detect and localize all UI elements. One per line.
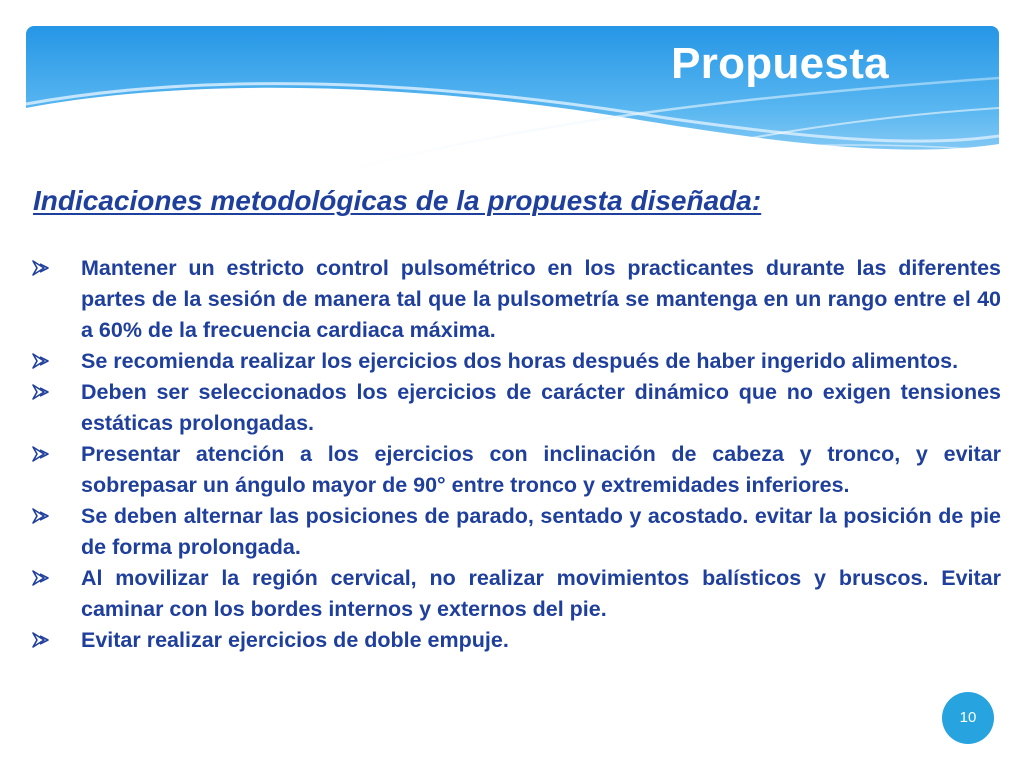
- slide-title: Propuesta: [671, 39, 889, 88]
- list-item: [30, 439, 1001, 501]
- arrow-bullet-icon: [30, 258, 52, 278]
- arrow-bullet-icon: [30, 351, 52, 371]
- bullet-text: Se deben alternar las posiciones de parado, sentado y acostado. evitar la posición de pie de forma prolongada.: [81, 504, 1001, 559]
- bullet-text: Evitar realizar ejercicios de doble empuje.: [81, 628, 509, 652]
- section-heading: Indicaciones metodológicas de la propuesta diseñada:: [33, 185, 762, 216]
- arrow-bullet-icon: [30, 382, 52, 402]
- bullet-text: Mantener un estricto control pulsométrico en los practicantes durante las diferentes partes de la sesión de manera tal que la pulsometría se mantenga en un rango entre el 40 a 60% de la frecuencia cardiaca máxima.: [81, 256, 1001, 342]
- list-item: [30, 625, 1001, 656]
- arrow-bullet-icon: [30, 444, 52, 464]
- bullet-list: [30, 253, 1001, 656]
- arrow-bullet-icon: [30, 568, 52, 588]
- page-number-badge: 10: [942, 692, 994, 744]
- arrow-bullet-icon: [30, 630, 52, 650]
- list-item: [30, 377, 1001, 439]
- list-item: [30, 501, 1001, 563]
- bullet-text: Presentar atención a los ejercicios con inclinación de cabeza y tronco, y evitar sobrepasar un ángulo mayor de 90° entre tronco y extremidades inferiores.: [81, 442, 1001, 497]
- bullet-text: Deben ser seleccionados los ejercicios de carácter dinámico que no exigen tensiones estáticas prolongadas.: [81, 380, 1001, 435]
- arrow-bullet-icon: [30, 506, 52, 526]
- bullet-text: Al movilizar la región cervical, no realizar movimientos balísticos y bruscos. Evitar caminar con los bordes internos y externos del pie.: [81, 566, 1001, 621]
- list-item: [30, 253, 1001, 346]
- list-item: [30, 563, 1001, 625]
- bullet-text: Se recomienda realizar los ejercicios dos horas después de haber ingerido alimentos.: [81, 349, 959, 373]
- list-item: [30, 346, 1001, 377]
